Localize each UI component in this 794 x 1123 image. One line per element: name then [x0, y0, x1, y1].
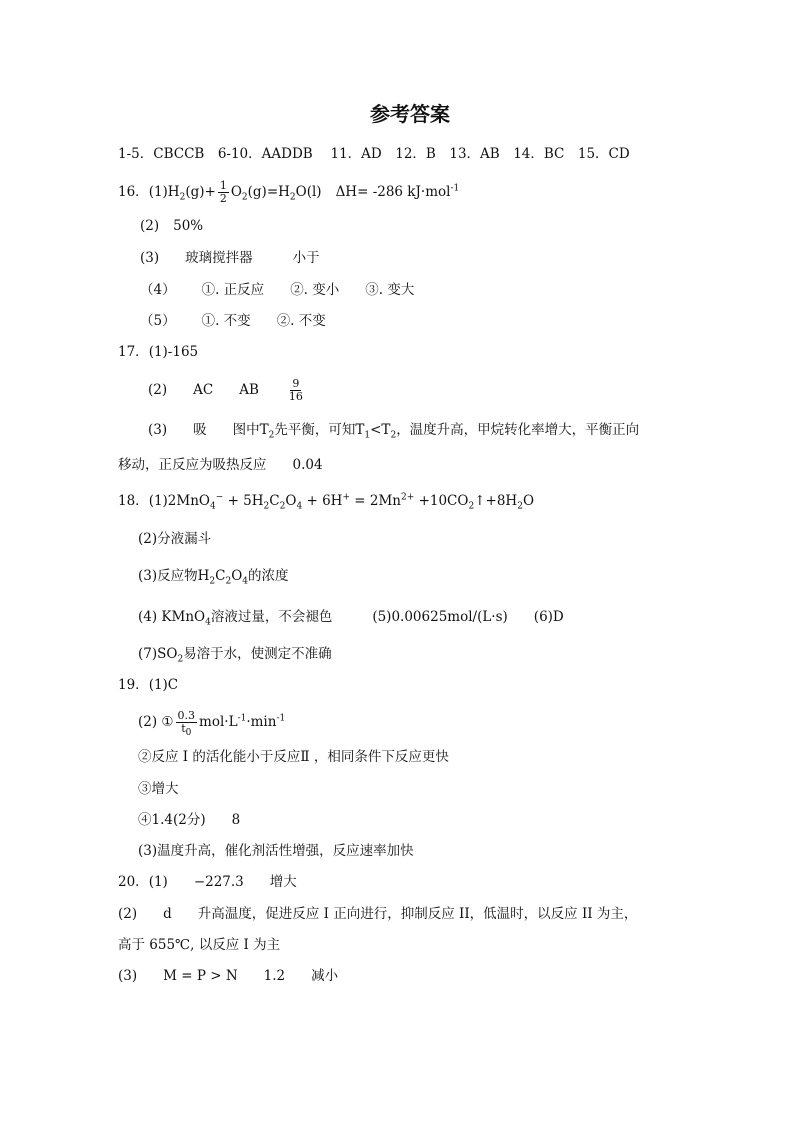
fraction-half: $\frac{1}{2}$ [219, 179, 227, 205]
q20-part3: (3) M = P > N 1.2 减小 [118, 968, 339, 984]
q17-part2: (2) AC AB $\frac{9}{16}$ [148, 377, 303, 403]
q19-part2d: ④1.4(2分) 8 [138, 812, 241, 828]
q18-part7: $(7)SO_2$易溶于水，使测定不准确 [138, 646, 332, 665]
q18-part3: (3)反应物$H_2C_2O_4$的浓度 [138, 568, 289, 587]
q19-part1: 19．(1)C [118, 677, 179, 693]
fraction-rate: $\frac{0.3}{t_0}$ [177, 709, 196, 739]
q18-part2: (2)分液漏斗 [138, 531, 212, 547]
q18-part4-6: (4) KMnO$_4$溶液过量，不会褪色 (5)0.00625mol/(L·s) (6)D [138, 609, 564, 628]
q18-part1: 18．$(1)2MnO_4^- + 5H_2C_2O_4 + 6H^+ = 2Mn^{2+}$ $+10CO_2↑+8H_2O$ [118, 492, 535, 512]
q16-part4: （4） ①. 正反应 ②. 变小 ③. 变大 [140, 282, 415, 298]
q19-part3: (3)温度升高，催化剂活性增强，反应速率加快 [138, 843, 414, 859]
answers-1-15: 1-5．CBCCB 6-10．AADDB 11．AD 12．B 13．AB 14．BC 15．CD [118, 146, 630, 162]
q16-part5: （5） ①. 不变 ②. 不变 [140, 313, 326, 329]
q16-part3: (3) 玻璃搅拌器 小于 [140, 250, 320, 266]
q20-part1: 20．(1) −227.3 增大 [118, 874, 297, 890]
q16-part1: 16．$(1)H_2(g)+$ $\frac{1}{2}$ $O_2(g)=H_2O(l)$ ΔH= -286 kJ·mol$^{-1}$ [118, 179, 460, 205]
fraction-9-16: $\frac{9}{16}$ [288, 377, 303, 403]
q20-part2-line2: 高于 655℃, 以反应 I 为主 [118, 937, 281, 953]
q17-part3-line2: 移动，正反应为吸热反应 0.04 [118, 457, 323, 473]
q16-part2: (2) 50% [140, 218, 204, 234]
q19-part2c: ③增大 [138, 781, 179, 797]
q17-part1: 17．(1)-165 [118, 344, 199, 360]
q19-part2a: (2) ① $\frac{0.3}{t_0}$ $mol\cdot L^{-1}\cdot\min^{-1}$ [138, 709, 286, 739]
q19-part2b: ②反应 I 的活化能小于反应Ⅱ ，相同条件下反应更快 [138, 749, 449, 765]
page-title: 参考答案 [370, 102, 450, 126]
q17-part3: (3) 吸 图中$T_2$先平衡，可知$T_1<T_2$，温度升高，甲烷转化率增大，平衡正向 [148, 422, 640, 441]
q20-part2: (2) d 升高温度，促进反应 I 正向进行，抑制反应 II，低温时，以反应 II 为主， [118, 906, 638, 922]
